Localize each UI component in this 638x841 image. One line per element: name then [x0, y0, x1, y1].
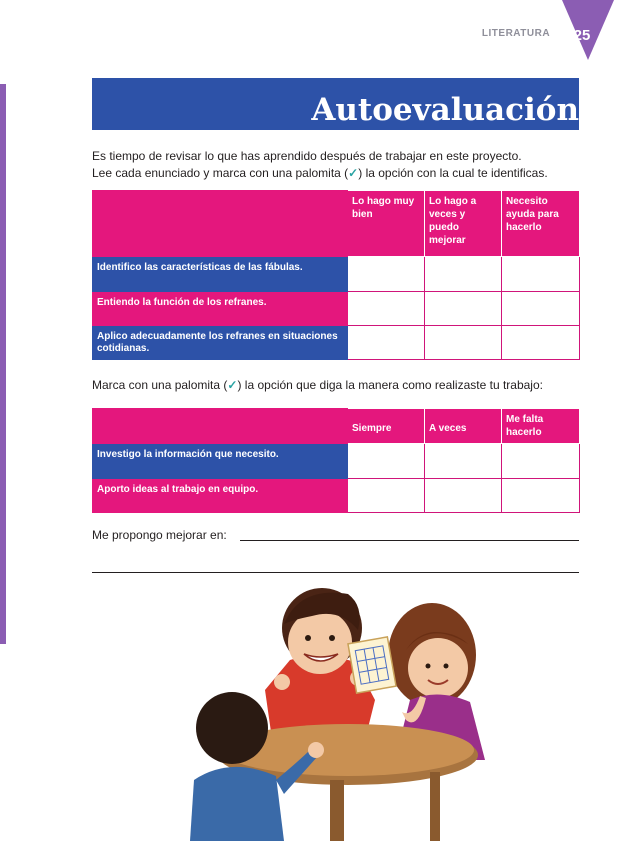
intro-line-2-start: Lee cada enunciado y marca con una palomita (: [92, 166, 349, 180]
answer-cell[interactable]: [348, 326, 425, 360]
table-row: [93, 257, 580, 292]
answer-cell[interactable]: [425, 257, 502, 292]
table-header-row: [93, 409, 580, 444]
header-blank-cell: [93, 191, 348, 257]
page-title: Autoevaluación: [311, 92, 579, 128]
intro-line-2-end: ) la opción con la cual te identificas.: [358, 166, 548, 180]
answer-cell[interactable]: [425, 292, 502, 326]
table-row: [93, 479, 580, 513]
answer-cell[interactable]: [502, 292, 580, 326]
row-label: Investigo la información que necesito.: [93, 444, 348, 479]
answer-cell[interactable]: [425, 326, 502, 360]
section-label: LITERATURA: [481, 28, 551, 39]
intro-line-1: Es tiempo de revisar lo que has aprendido después de trabajar en este proyecto.: [92, 149, 522, 163]
answer-cell[interactable]: [502, 479, 580, 513]
intro-line-2: [92, 165, 592, 182]
instruction-start: Marca con una palomita (: [92, 378, 228, 392]
title-banner: [92, 78, 579, 130]
check-mark-icon: ✓: [227, 378, 238, 392]
row-label: Entiendo la función de los refranes.: [93, 292, 348, 326]
row-label: Identifico las características de las fábulas.: [93, 257, 348, 292]
row-label: Aplico adecuadamente los refranes en situaciones cotidianas.: [93, 326, 348, 360]
row-label: Aporto ideas al trabajo en equipo.: [93, 479, 348, 513]
column-header: A veces: [425, 409, 502, 444]
answer-cell[interactable]: [502, 326, 580, 360]
column-header: Me falta hacerlo: [502, 409, 580, 444]
column-header: Lo hago muy bien: [348, 191, 425, 257]
column-header: Necesito ayuda para hacerlo: [502, 191, 580, 257]
header-blank-cell: [93, 409, 348, 444]
answer-cell[interactable]: [348, 444, 425, 479]
improve-label: Me propongo mejorar en:: [92, 528, 227, 542]
work-habits-table: [92, 408, 580, 513]
paper-sheet: [348, 637, 396, 693]
answer-cell[interactable]: [348, 257, 425, 292]
instruction-end: ) la opción que diga la manera como realizaste tu trabajo:: [237, 378, 543, 392]
table-row: [93, 292, 580, 326]
column-header: Siempre: [348, 409, 425, 444]
writing-line[interactable]: [92, 572, 579, 573]
intro-text: [92, 148, 592, 182]
left-accent-bar: [0, 84, 6, 644]
answer-cell[interactable]: [348, 479, 425, 513]
column-header: Lo hago a veces y puedo mejorar: [425, 191, 502, 257]
page-number: 25: [573, 27, 591, 44]
answer-cell[interactable]: [425, 479, 502, 513]
answer-cell[interactable]: [502, 257, 580, 292]
instruction-text: [92, 378, 602, 392]
answer-cell[interactable]: [502, 444, 580, 479]
self-assessment-table: [92, 190, 580, 360]
check-mark-icon: ✓: [348, 166, 359, 180]
table-row: [93, 444, 580, 479]
writing-line[interactable]: [240, 540, 579, 541]
children-at-table-illustration: [180, 580, 500, 841]
answer-cell[interactable]: [348, 292, 425, 326]
table-row: [93, 326, 580, 360]
table-header-row: [93, 191, 580, 257]
answer-cell[interactable]: [425, 444, 502, 479]
